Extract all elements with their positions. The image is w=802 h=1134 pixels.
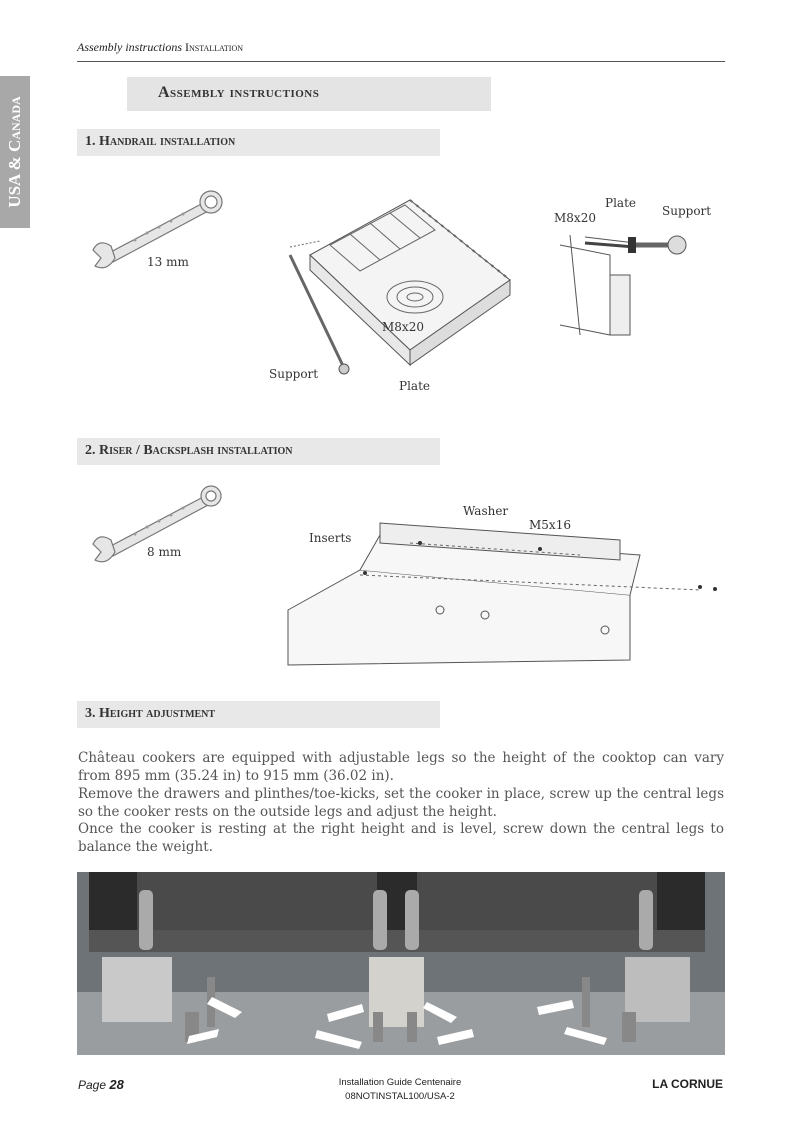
label-support: Support bbox=[269, 367, 319, 381]
page-title: Assembly instructions bbox=[158, 84, 320, 101]
header-section: Installation bbox=[185, 40, 244, 54]
section-heading-1 bbox=[77, 129, 440, 156]
header-prefix: Assembly instructions bbox=[77, 40, 182, 54]
paragraph-1: Château cookers are equipped with adjustable legs so the height of the cooktop can vary from 895 mm (35.24 in) to 915 mm (36.02 in). bbox=[78, 750, 724, 784]
footer-page bbox=[78, 1077, 124, 1092]
footer-page-label: Page bbox=[78, 1078, 107, 1092]
label-inserts: Inserts bbox=[309, 531, 352, 545]
side-tab-label: USA & Canada bbox=[5, 96, 24, 208]
wrench-size-13: 13 mm bbox=[147, 255, 189, 269]
label-plate-detail: Plate bbox=[605, 196, 636, 210]
label-m8x20-detail: M8x20 bbox=[554, 211, 596, 225]
label-support-detail: Support bbox=[662, 204, 712, 218]
paragraph-3: Once the cooker is resting at the right height and is level, screw down the central legs to balance the weight. bbox=[78, 821, 724, 855]
footer-brand: LA CORNUE bbox=[652, 1077, 723, 1091]
label-m5x16: M5x16 bbox=[529, 518, 571, 532]
section-1-label: 1. Handrail installation bbox=[85, 134, 236, 149]
label-m8x20: M8x20 bbox=[382, 320, 424, 334]
label-washer: Washer bbox=[463, 504, 509, 518]
paragraph-2: Remove the drawers and plinthes/toe-kicks, set the cooker in place, screw up the central legs so the cooker rests on the outside legs and adjust the height. bbox=[78, 786, 724, 820]
footer-doc-title: Installation Guide Centenaire bbox=[338, 1077, 462, 1088]
section-2-label: 2. Riser / Backsplash installation bbox=[85, 443, 293, 458]
handrail-detail-illustration bbox=[540, 215, 700, 360]
page-title-box bbox=[127, 77, 491, 111]
handrail-cooktop-illustration bbox=[270, 185, 530, 395]
side-tab bbox=[0, 76, 30, 228]
running-header bbox=[77, 40, 243, 55]
wrench-size-8: 8 mm bbox=[147, 545, 182, 559]
footer-doc-info bbox=[300, 1076, 500, 1104]
footer-page-number: 28 bbox=[109, 1077, 124, 1092]
label-plate: Plate bbox=[399, 379, 430, 393]
section-heading-2 bbox=[77, 438, 440, 465]
header-rule bbox=[77, 61, 725, 62]
footer-doc-code: 08NOTINSTAL100/USA-2 bbox=[345, 1091, 455, 1102]
cooker-legs-photo bbox=[77, 872, 725, 1055]
section-heading-3 bbox=[77, 701, 440, 728]
section-3-label: 3. Height adjustment bbox=[85, 706, 216, 721]
